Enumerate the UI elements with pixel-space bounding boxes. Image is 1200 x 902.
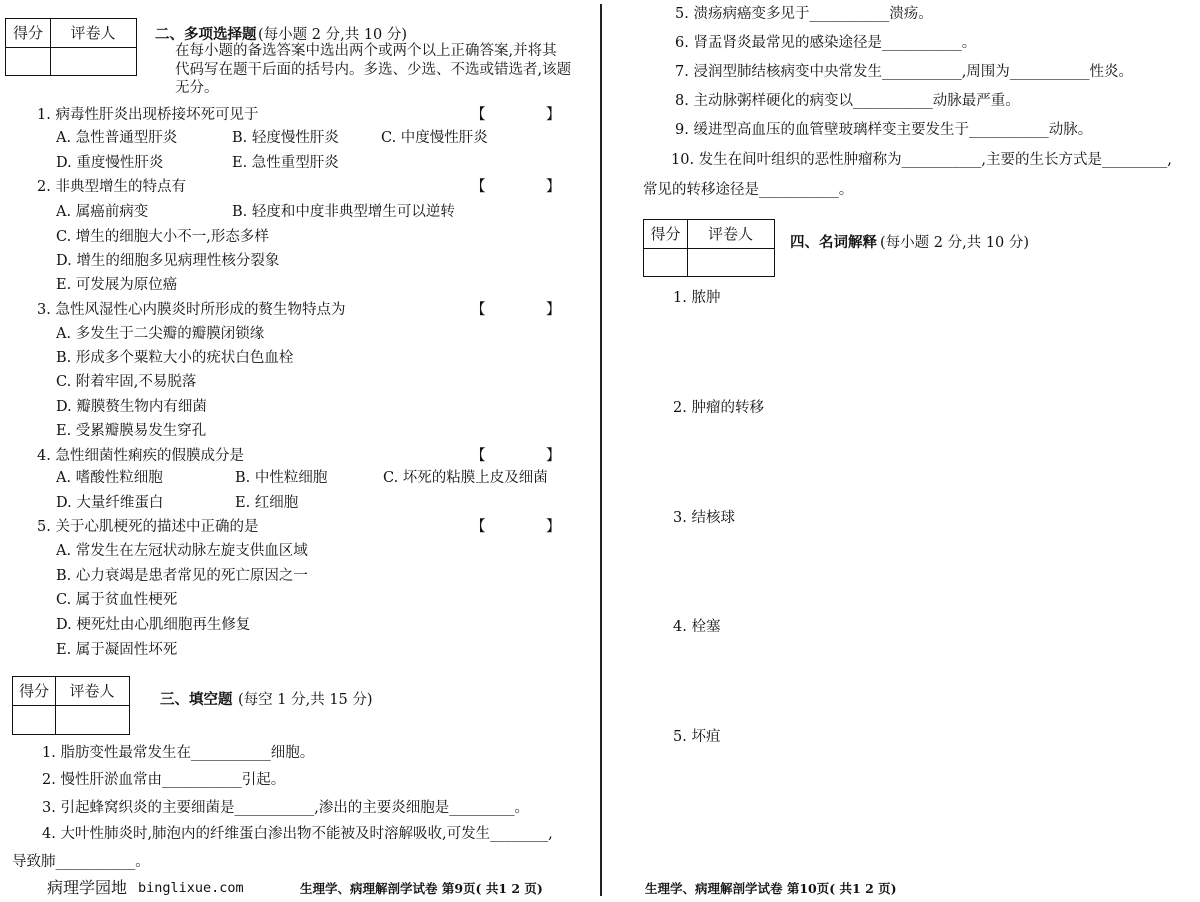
answer-bracket-close: 】	[546, 107, 561, 123]
option: A. 常发生在左冠状动脉左旋支供血区域	[56, 543, 308, 559]
option: E. 红细胞	[235, 495, 299, 511]
option: C. 属于贫血性梗死	[56, 592, 178, 608]
option: A. 急性普通型肝炎	[56, 130, 178, 146]
option: D. 增生的细胞多见病理性核分裂象	[56, 253, 280, 269]
section-note: (每小题 2 分,共 10 分)	[258, 27, 408, 43]
instruction-line: 无分。	[175, 80, 219, 96]
section-note: (每小题 2 分,共 10 分)	[880, 235, 1030, 251]
fill-in-question: 8. 主动脉粥样硬化的病变以___________动脉最严重。	[675, 93, 1020, 109]
score-label: 得分	[12, 24, 43, 42]
option: B. 形成多个粟粒大小的疣状白色血栓	[56, 350, 294, 366]
option: D. 梗死灶由心肌细胞再生修复	[56, 617, 251, 633]
answer-bracket-open: 【	[471, 302, 486, 318]
fill-in-question: 1. 脂肪变性最常发生在___________细胞。	[42, 745, 315, 761]
answer-bracket-open: 【	[471, 179, 486, 195]
option: C. 附着牢固,不易脱落	[56, 374, 197, 390]
score-box-divider	[13, 705, 129, 706]
section-title: 四、名词解释	[790, 234, 877, 251]
option: D. 重度慢性肝炎	[56, 155, 164, 171]
fill-in-question: 2. 慢性肝淤血常由___________引起。	[42, 772, 286, 788]
instruction-line: 在每小题的备选答案中选出两个或两个以上正确答案,并将其	[175, 43, 557, 59]
section-note: (每空 1 分,共 15 分)	[238, 692, 373, 708]
answer-bracket-close: 】	[546, 302, 561, 318]
question-stem: 5. 关于心肌梗死的描述中正确的是	[37, 519, 259, 535]
answer-bracket-open: 【	[471, 519, 486, 535]
definition-term: 2. 肿瘤的转移	[673, 400, 764, 416]
grader-label: 评卷人	[707, 225, 753, 243]
fill-in-question-continued: 导致肺___________。	[12, 854, 150, 870]
answer-bracket-open: 【	[471, 107, 486, 123]
section-title: 三、填空题	[160, 691, 233, 708]
grader-label: 评卷人	[70, 24, 116, 42]
definition-term: 1. 脓肿	[673, 290, 721, 306]
score-box-divider	[644, 248, 774, 249]
fill-in-question: 9. 缓进型高血压的血管壁玻璃样变主要发生于___________动脉。	[675, 122, 1093, 138]
instruction-line: 代码写在题干后面的括号内。多选、少选、不选或错选者,该题	[175, 62, 572, 78]
option: A. 多发生于二尖瓣的瓣膜闭锁缘	[56, 326, 265, 342]
score-label: 得分	[650, 225, 681, 243]
question-stem: 1. 病毒性肝炎出现桥接坏死可见于	[37, 107, 259, 123]
option: B. 心力衰竭是患者常见的死亡原因之一	[56, 568, 308, 584]
option: B. 轻度和中度非典型增生可以逆转	[232, 204, 455, 220]
score-box	[643, 219, 775, 277]
option: A. 嗜酸性粒细胞	[56, 470, 163, 486]
grader-label: 评卷人	[69, 682, 115, 700]
score-box	[12, 676, 130, 735]
option: C. 中度慢性肝炎	[381, 130, 488, 146]
option: E. 受累瓣膜易发生穿孔	[56, 423, 207, 439]
option: E. 急性重型肝炎	[232, 155, 339, 171]
option: D. 大量纤维蛋白	[56, 495, 164, 511]
definition-term: 3. 结核球	[673, 510, 735, 526]
answer-bracket-close: 】	[546, 448, 561, 464]
footer-site-name: 病理学园地	[47, 878, 128, 897]
answer-bracket-close: 】	[546, 179, 561, 195]
page-divider	[600, 4, 602, 896]
question-stem: 2. 非典型增生的特点有	[37, 179, 186, 195]
score-box	[5, 18, 137, 76]
footer-site-url: binglixue.com	[138, 880, 244, 896]
score-label: 得分	[18, 682, 49, 700]
option: A. 属癌前病变	[56, 204, 149, 220]
fill-in-question: 7. 浸润型肺结核病变中央常发生___________,周围为___________性炎。	[675, 64, 1134, 80]
section-title: 二、多项选择题	[155, 26, 257, 43]
fill-in-question: 6. 肾盂肾炎最常见的感染途径是___________。	[675, 35, 977, 51]
answer-bracket-open: 【	[471, 448, 486, 464]
option: B. 轻度慢性肝炎	[232, 130, 339, 146]
fill-in-question: 5. 溃疡病癌变多见于___________溃疡。	[675, 6, 933, 22]
fill-in-question: 3. 引起蜂窝织炎的主要细菌是___________,渗出的主要炎细胞是_________。	[42, 800, 530, 816]
option: E. 可发展为原位癌	[56, 277, 178, 293]
option: C. 坏死的粘膜上皮及细菌	[383, 470, 548, 486]
fill-in-question: 4. 大叶性肺炎时,肺泡内的纤维蛋白渗出物不能被及时溶解吸收,可发生________,	[42, 826, 553, 842]
option: E. 属于凝固性坏死	[56, 642, 178, 658]
option: C. 增生的细胞大小不一,形态多样	[56, 229, 269, 245]
question-stem: 3. 急性风湿性心内膜炎时所形成的赘生物特点为	[37, 302, 346, 318]
fill-in-question-continued: 常见的转移途径是___________。	[643, 182, 854, 198]
fill-in-question: 10. 发生在间叶组织的恶性肿瘤称为___________,主要的生长方式是_________,	[671, 152, 1172, 168]
footer-page-number: 生理学、病理解剖学试卷 第10页( 共1 2 页)	[645, 881, 897, 896]
footer-page-number: 生理学、病理解剖学试卷 第9页( 共1 2 页)	[300, 881, 543, 896]
score-box-divider	[6, 47, 136, 48]
definition-term: 4. 栓塞	[673, 619, 721, 635]
definition-term: 5. 坏疽	[673, 729, 721, 745]
answer-bracket-close: 】	[546, 519, 561, 535]
option: B. 中性粒细胞	[235, 470, 328, 486]
question-stem: 4. 急性细菌性痢疾的假膜成分是	[37, 448, 244, 464]
option: D. 瓣膜赘生物内有细菌	[56, 399, 207, 415]
